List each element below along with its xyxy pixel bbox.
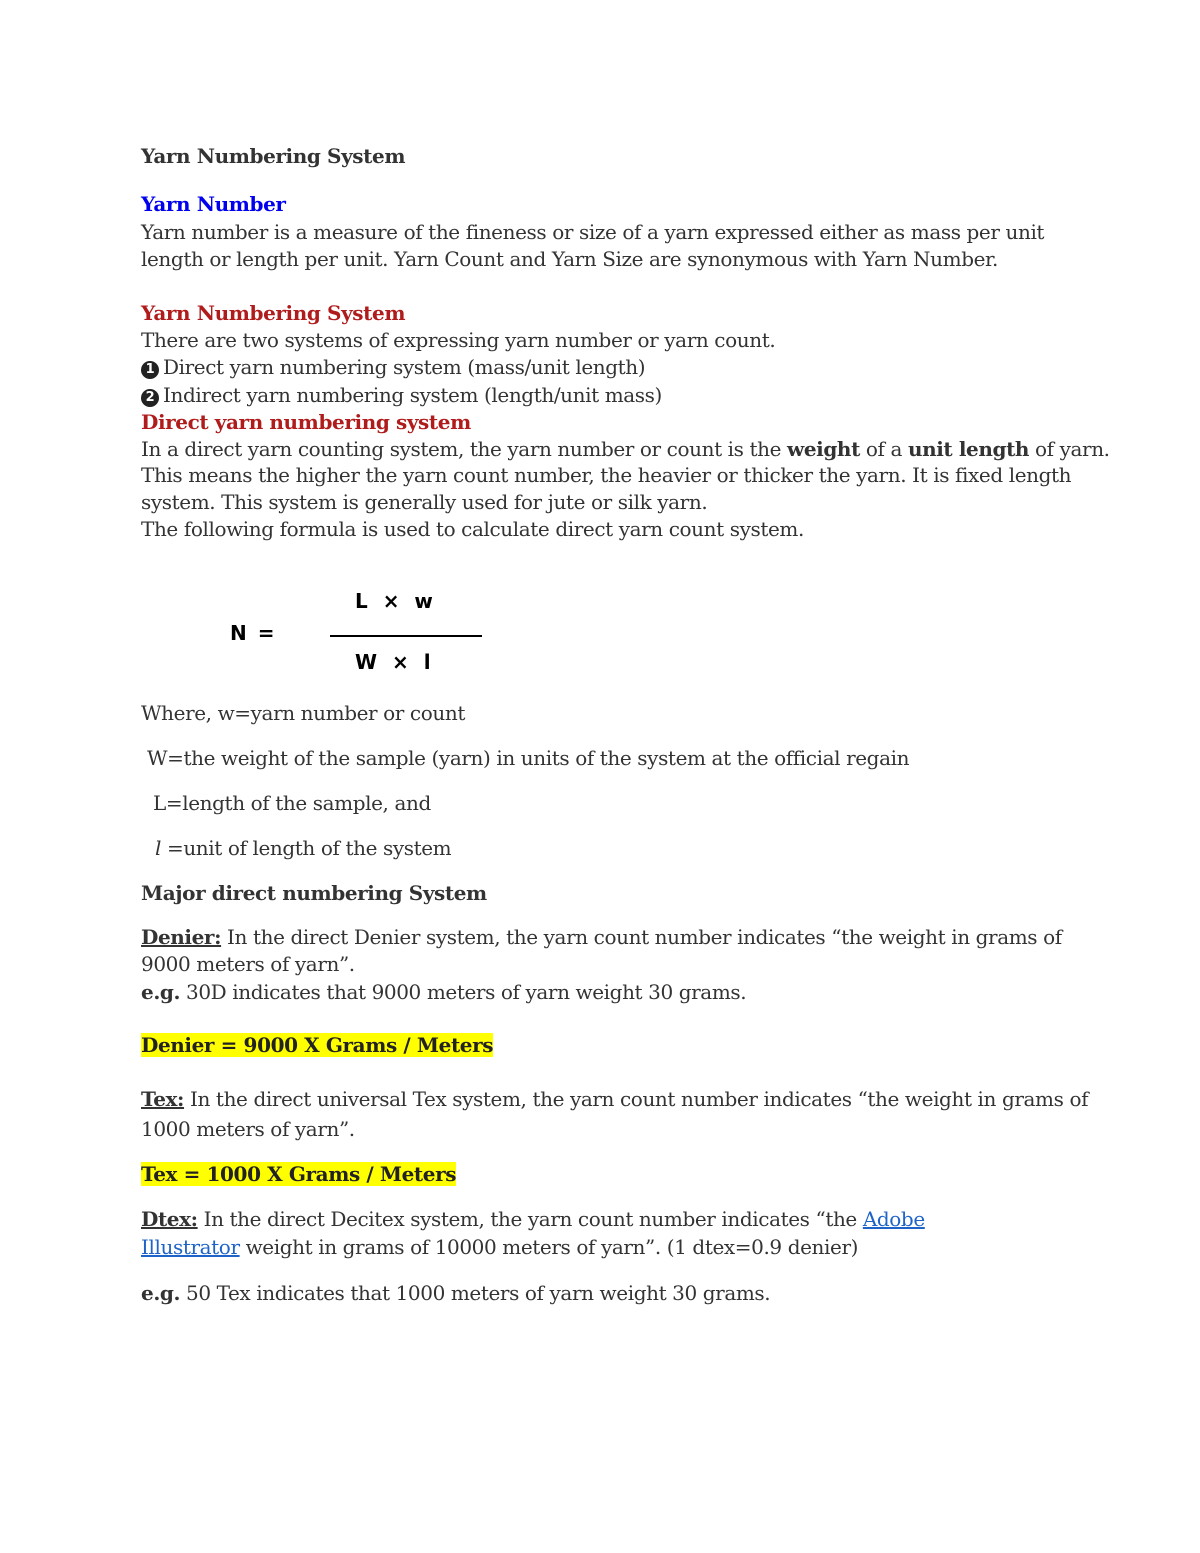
- yarn-number-line-2: length or length per unit. Yarn Count and Yarn Size are synonymous with Yarn Number.: [141, 247, 998, 271]
- dtex-line-1: [141, 1206, 1071, 1233]
- tex-formula: [141, 1161, 1071, 1188]
- yarn-number-line-1: Yarn number is a measure of the fineness or size of a yarn expressed either as mass per unit: [141, 220, 1045, 244]
- direct-line-1-c: of a: [859, 437, 908, 461]
- number-two-icon: 2: [141, 389, 159, 407]
- direct-line-1-a: In a direct yarn counting system, the yarn number or count is the: [141, 437, 787, 461]
- yarn-number-heading: Yarn Number: [141, 192, 286, 216]
- system-heading: Yarn Numbering System: [141, 301, 406, 325]
- adobe-link-part-1[interactable]: Adobe: [862, 1207, 925, 1231]
- dtex-eg-label: e.g.: [141, 1281, 181, 1305]
- denier-line-1: [141, 924, 1071, 951]
- direct-line-1-unit-length: unit length: [907, 437, 1030, 461]
- where-line-4: [155, 835, 1085, 862]
- system-item-1-text: Direct yarn numbering system (mass/unit length): [163, 355, 646, 379]
- dtex-line-1-text: In the direct Decitex system, the yarn count number indicates “the: [197, 1207, 863, 1231]
- direct-heading: Direct yarn numbering system: [141, 410, 471, 434]
- tex-line-1-text: In the direct universal Tex system, the yarn count number indicates “the weight in grams of: [184, 1087, 1089, 1111]
- formula-denominator: W × l: [355, 650, 435, 674]
- system-item-2-text: Indirect yarn numbering system (length/unit mass): [163, 383, 662, 407]
- formula-fraction-bar: [330, 635, 482, 637]
- denier-label: Denier:: [141, 925, 222, 949]
- direct-line-1: [141, 436, 1110, 463]
- tex-formula-highlight: Tex = 1000 X Grams / Meters: [141, 1162, 457, 1186]
- denier-line-1-text: In the direct Denier system, the yarn count number indicates “the weight in grams of: [221, 925, 1062, 949]
- denier-example: [141, 979, 1071, 1006]
- doc-title: Yarn Numbering System: [141, 144, 406, 168]
- dtex-eg-text: 50 Tex indicates that 1000 meters of yarn weight 30 grams.: [180, 1281, 771, 1305]
- denier-formula: [141, 1032, 1071, 1059]
- tex-label: Tex:: [141, 1087, 185, 1111]
- dtex-example: [141, 1280, 1071, 1307]
- tex-line-2: 1000 meters of yarn”.: [141, 1117, 355, 1141]
- direct-line-2: This means the higher the yarn count number, the heavier or thicker the yarn. It is fixed length: [141, 463, 1072, 487]
- direct-line-1-e: of yarn.: [1029, 437, 1110, 461]
- direct-line-3: system. This system is generally used for jute or silk yarn.: [141, 490, 708, 514]
- where-line-3: L=length of the sample, and: [153, 791, 431, 815]
- denier-line-2: 9000 meters of yarn”.: [141, 952, 355, 976]
- formula-lhs: N =: [230, 621, 277, 645]
- direct-line-4: The following formula is used to calculate direct yarn count system.: [141, 517, 804, 541]
- number-one-icon: 1: [141, 361, 159, 379]
- direct-count-formula: [230, 588, 490, 680]
- denier-eg-label: e.g.: [141, 980, 181, 1004]
- direct-line-1-weight: weight: [787, 437, 860, 461]
- major-heading: Major direct numbering System: [141, 881, 487, 905]
- tex-line-1: [141, 1086, 1089, 1113]
- system-intro: There are two systems of expressing yarn number or yarn count.: [141, 328, 776, 352]
- where-line-4-symbol: l: [155, 836, 161, 860]
- where-line-4-text: =unit of length of the system: [161, 836, 452, 860]
- denier-eg-text: 30D indicates that 9000 meters of yarn weight 30 grams.: [180, 980, 747, 1004]
- denier-formula-highlight: Denier = 9000 X Grams / Meters: [141, 1033, 494, 1057]
- system-item-2: [141, 382, 1071, 409]
- dtex-line-2-text: weight in grams of 10000 meters of yarn”. (1 dtex=0.9 denier): [239, 1235, 859, 1259]
- formula-numerator: L × w: [355, 589, 437, 613]
- dtex-line-2: [141, 1234, 1071, 1261]
- dtex-label: Dtex:: [141, 1207, 198, 1231]
- adobe-link-part-2[interactable]: Illustrator: [141, 1235, 240, 1259]
- where-line-2: W=the weight of the sample (yarn) in units of the system at the official regain: [147, 746, 910, 770]
- where-line-1: Where, w=yarn number or count: [141, 701, 465, 725]
- system-item-1: [141, 354, 1071, 381]
